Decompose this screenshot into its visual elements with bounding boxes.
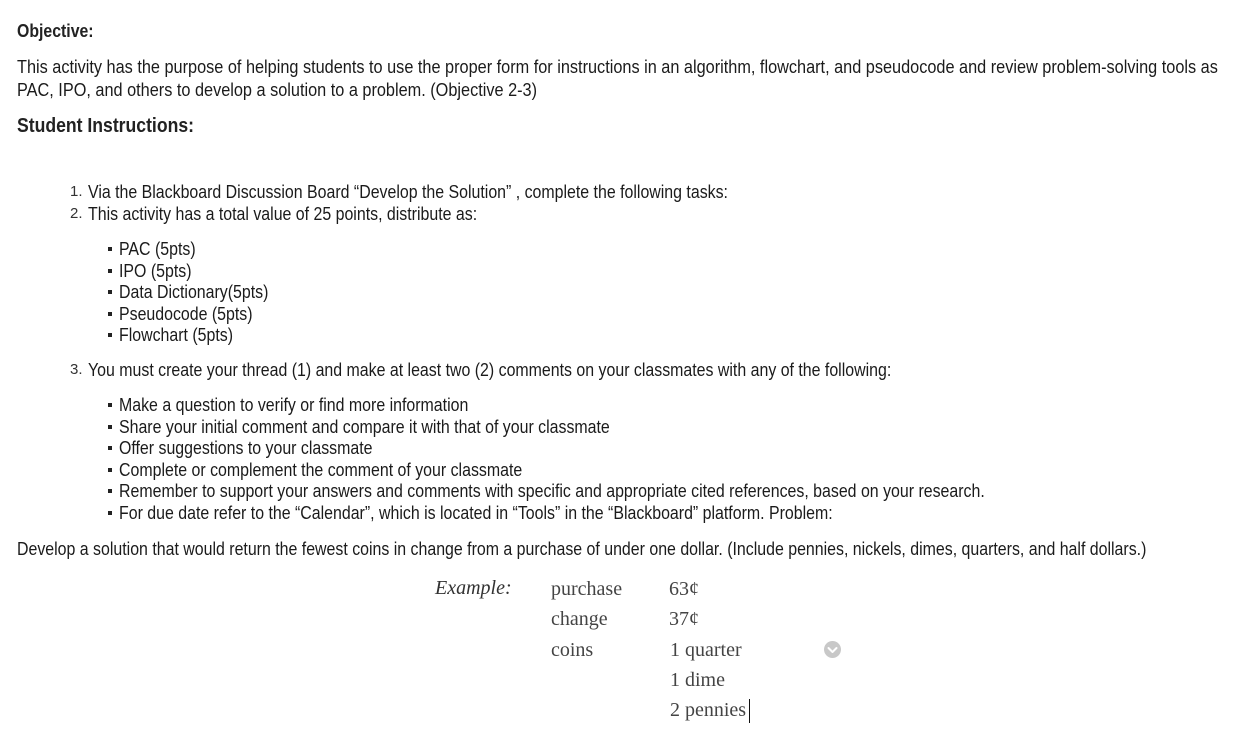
change-label: change bbox=[551, 608, 608, 630]
objective-text: This activity has the purpose of helping students to use the proper form for instructions in an algorithm, flowchart, and pseudocode and review problem-solving tools as PAC, IPO, and others to develop a solution to a problem. (Objective 2-3) bbox=[17, 56, 1218, 100]
step-number: 2. bbox=[70, 205, 83, 222]
coin-quarter: 1 quarter bbox=[670, 639, 742, 661]
coin-dime: 1 dime bbox=[670, 669, 725, 691]
chevron-down-icon bbox=[824, 641, 841, 658]
bullet-icon bbox=[108, 425, 112, 429]
step-text: You must create your thread (1) and make at least two (2) comments on your classmates with any of the following: bbox=[88, 359, 892, 380]
example-label: Example: bbox=[435, 577, 512, 599]
bullet-icon bbox=[108, 312, 112, 316]
change-value: 37¢ bbox=[669, 608, 699, 630]
step-text: This activity has a total value of 25 points, distribute as: bbox=[88, 203, 478, 224]
problem-text-content: Develop a solution that would return the fewest coins in change from a purchase of under one dollar. (Include pennies, nickels, dimes, quarters, and half dollars.) bbox=[17, 538, 1147, 559]
purchase-label: purchase bbox=[551, 578, 623, 600]
bullet-icon bbox=[108, 290, 112, 294]
text-cursor bbox=[749, 699, 750, 723]
bullet-icon bbox=[108, 269, 112, 273]
bullet-icon bbox=[108, 468, 112, 472]
bullet-icon bbox=[108, 511, 112, 515]
bullet-icon bbox=[108, 446, 112, 450]
student-instructions-heading: Student Instructions: bbox=[17, 115, 194, 137]
problem-text bbox=[17, 538, 1237, 560]
chevron-down-circle-icon[interactable] bbox=[824, 641, 841, 658]
objective-heading: Objective: bbox=[17, 21, 94, 41]
bullet-icon bbox=[108, 489, 112, 493]
bullet-icon bbox=[108, 403, 112, 407]
bullet-icon bbox=[108, 333, 112, 337]
step-number: 1. bbox=[70, 183, 83, 200]
coin-pennies: 2 pennies bbox=[670, 699, 747, 721]
step-number: 3. bbox=[70, 361, 83, 378]
purchase-value: 63¢ bbox=[669, 578, 699, 600]
coins-label: coins bbox=[551, 639, 594, 661]
step-text: Via the Blackboard Discussion Board “Develop the Solution” , complete the following tasks: bbox=[88, 181, 728, 202]
bullet-icon bbox=[108, 247, 112, 251]
